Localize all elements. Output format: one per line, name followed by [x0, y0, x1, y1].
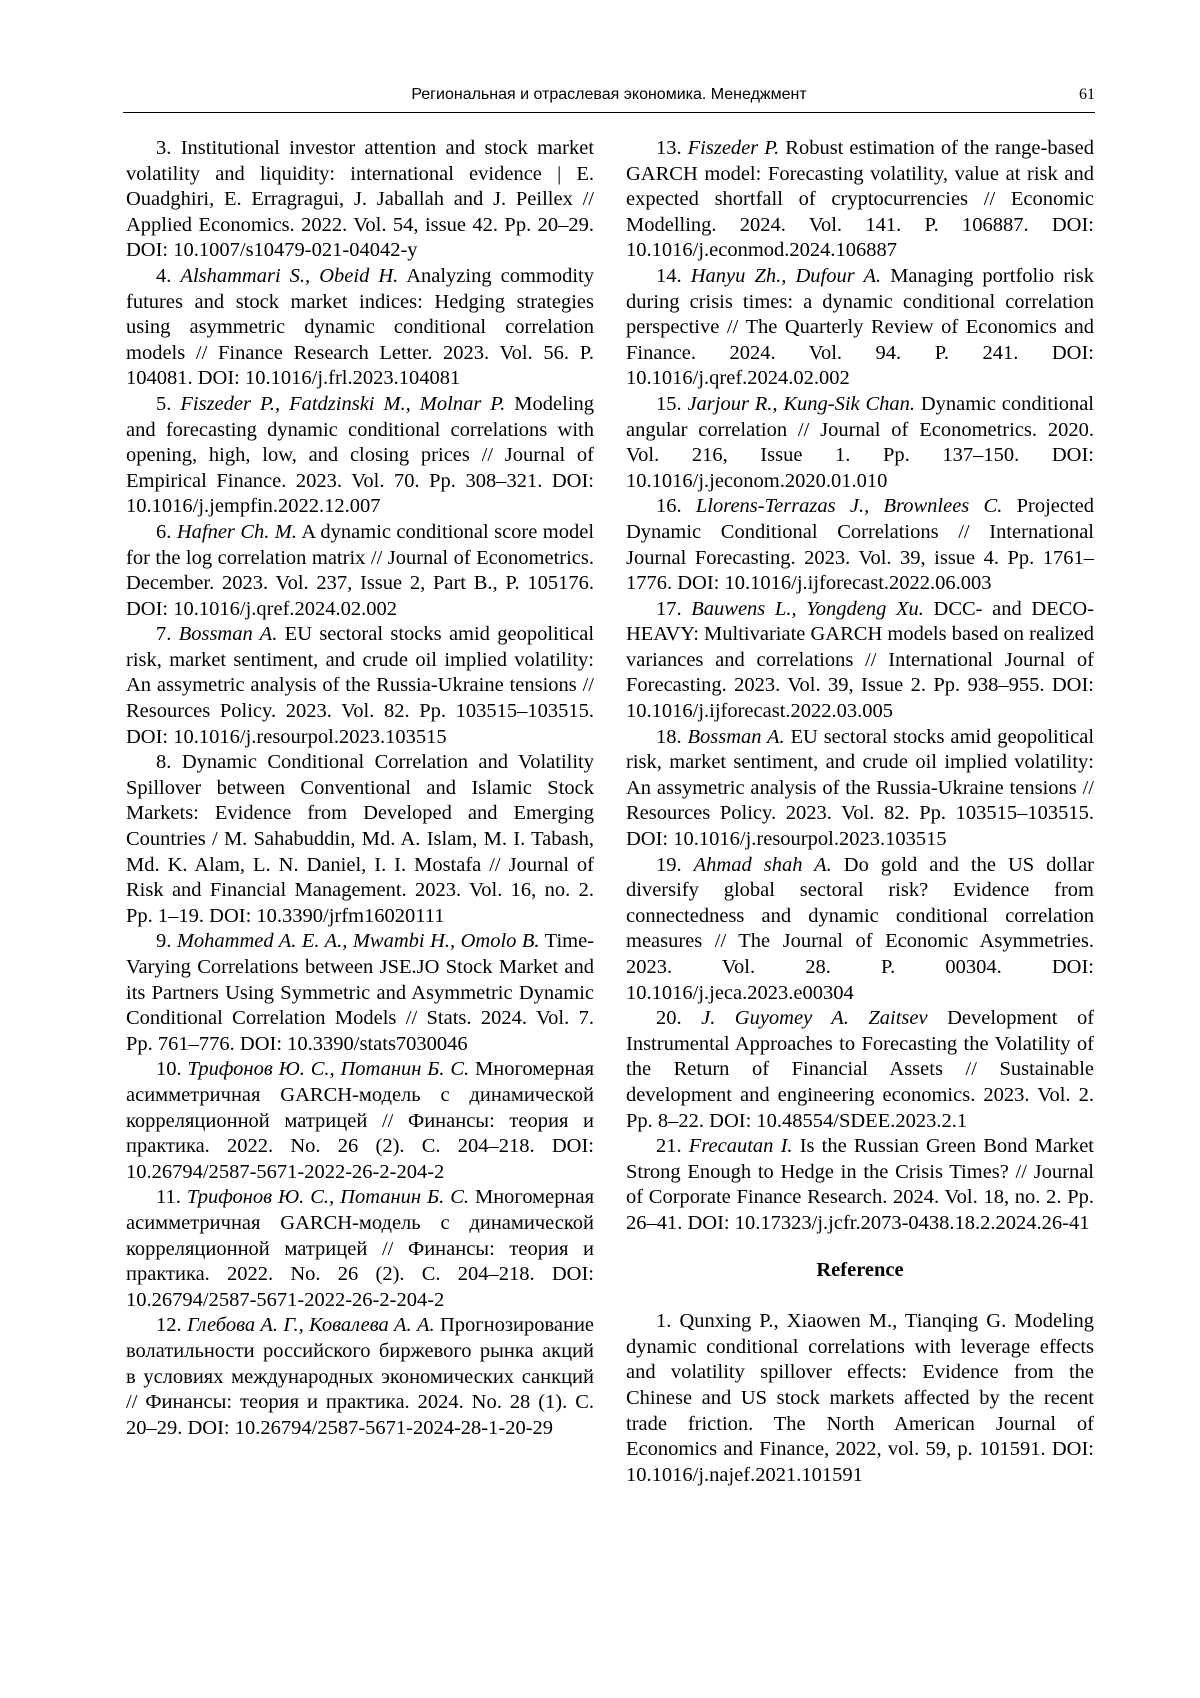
reference-text: Dynamic Conditional Correlation and Volatility Spillover between Conventional and Islamic Stock Markets: Evidence from Developed and Emerging Countries / M. Sahabuddin, Md. A. Islam, M. I. Tabash, Md. K. Alam, L. N. Daniel, I. I. Mostafa // Journal of Risk and Financial Management. 2023. Vol. 16, no. 2. Pp. 1–19. DOI: 10.3390/jrfm16020111 [126, 751, 594, 927]
running-header [123, 86, 1095, 113]
reference-section-heading: Reference [816, 1258, 904, 1281]
reference-authors: Ahmad shah A. [693, 853, 832, 876]
reference-authors: Трифонов Ю. С., Потанин Б. С. [186, 1186, 470, 1209]
reference-number: 9. [156, 930, 172, 953]
reference-item [626, 392, 1094, 494]
reference-item [626, 494, 1094, 596]
reference-authors: Hanyu Zh., Dufour A. [690, 264, 882, 287]
reference-text: Многомерная асимметричная GARCH-модель с динамической корреляционной матрицей // Финансы: теория и практика. 2022. No. 26 (2). С. 204–218. DOI: 10.26794/2587-5671-2022-26-2-204-2 [126, 1186, 594, 1311]
reference-item [626, 264, 1094, 392]
reference-number: 13. [656, 137, 682, 159]
reference-item [126, 622, 594, 750]
reference-item [126, 264, 594, 392]
reference-text: Is the Russian Green Bond Market Strong Enough to Hedge in the Crisis Times? // Journal of Corporate Finance Research. 2024. Vol. 18, no. 2. Pp. 26–41. DOI: 10.17323/j.jcfr.2073-0438.18.2.2024.26-41 [626, 1135, 1095, 1234]
reference-number: 10. [156, 1058, 182, 1081]
reference-item [626, 725, 1094, 853]
reference-number: 5. [156, 392, 172, 415]
reference-number: 12. [156, 1314, 182, 1337]
reference-number: 19. [656, 853, 682, 876]
reference-item [126, 1185, 594, 1313]
reference-authors: Hafner Ch. M. [176, 520, 297, 543]
reference-text: Dynamic conditional angular correlation // Journal of Econometrics. 2020. Vol. 216, Issue 1. Pp. 137–150. DOI: 10.1016/j.jeconom.2020.01.010 [626, 392, 1094, 492]
reference-text: EU sectoral stocks amid geopolitical risk, market sentiment, and crude oil implied volatility: An assymetric analysis of the Russia-Ukraine tensions // Resources Policy. 2023. Vol. 82. Pp. 103515–103515. DOI: 10.1016/j.resourpol.2023.103515 [126, 623, 595, 748]
reference-authors: Bossman A. [178, 623, 278, 646]
reference-text: Qunxing P., Xiaowen M., Tianqing G. Modeling dynamic conditional correlations with leverage effects and volatility spillover effects: Evidence from the Chinese and US stock markets affected by the recent trade friction. The North American Journal of Economics and Finance, 2022, vol. 59, p. 101591. DOI: 10.1016/j.najef.2021.101591 [626, 1310, 1094, 1486]
reference-authors: Fiszeder P., Fatdzinski M., Molnar P. [180, 392, 506, 415]
reference-number: 14. [656, 264, 682, 287]
reference-authors: Alshammari S., Obeid H. [180, 264, 399, 287]
reference-number: 11. [156, 1186, 181, 1209]
reference-authors: Bossman A. [687, 725, 785, 748]
reference-text: Прогнозирование волатильности российского биржевого рынка акций в условиях международных экономических санкций // Финансы: теория и практика. 2024. No. 28 (1). С. 20–29. DOI: 10.26794/2587-5671-2024-28-1-20-29 [126, 1314, 595, 1439]
reference-item [626, 597, 1094, 725]
reference-authors: Bauwens L., Yongdeng Xu. [691, 597, 924, 620]
reference-authors: Глебова А. Г., Ковалева А. А. [186, 1314, 435, 1337]
reference-text: A dynamic conditional score model for the log correlation matrix // Journal of Econometrics. December. 2023. Vol. 237, Issue 2, Part B., P. 105176. DOI: 10.1016/j.qref.2024.02.002 [126, 520, 595, 620]
reference-item [126, 1313, 594, 1441]
reference-item [626, 1309, 1094, 1488]
reference-text: Analyzing commodity futures and stock market indices: Hedging strategies using asymmetric dynamic conditional correlation models // Finance Research Letter. 2023. Vol. 56. P. 104081. DOI: 10.1016/j.frl.2023.104081 [126, 264, 594, 390]
reference-text: Development of Instrumental Approaches to Forecasting the Volatility of the Return of Financial Assets // Sustainable development and engineering economics. 2023. Vol. 2. Pp. 8–22. DOI: 10.48554/SDEE.2023.2.1 [626, 1007, 1095, 1132]
reference-text: Institutional investor attention and stock market volatility and liquidity: international evidence | E. Ouadghiri, E. Erragragui, J. Jaballah and J. Peillex // Applied Economics. 2022. Vol. 54, issue 42. Pp. 20–29. DOI: 10.1007/s10479-021-04042-y [126, 137, 595, 262]
reference-number: 16. [656, 495, 682, 518]
reference-number: 15. [656, 392, 682, 415]
reference-number: 8. [156, 751, 172, 774]
reference-item [126, 392, 594, 520]
reference-authors: Llorens-Terrazas J., Brownlees C. [695, 495, 1003, 518]
reference-text: Projected Dynamic Conditional Correlations // International Journal Forecasting. 2023. Vol. 39, issue 4. Pp. 1761–1776. DOI: 10.1016/j.ijforecast.2022.06.003 [626, 495, 1095, 595]
reference-authors: Mohammed A. E. A., Mwambi H., Omolo B. [176, 930, 540, 953]
reference-item [126, 1057, 594, 1185]
reference-text: Robust estimation of the range-based GARCH model: Forecasting volatility, value at risk and expected shortfall of cryptocurrencies // Economic Modelling. 2024. Vol. 141. P. 106887. DOI: 10.1016/j.econmod.2024.106887 [626, 137, 1094, 262]
journal-section-title: Региональная и отраслевая экономика. Менеджмент [411, 86, 807, 103]
reference-item [126, 929, 594, 1057]
reference-text: Do gold and the US dollar diversify global sectoral risk? Evidence from connectedness and dynamic conditional correlation measures // The Journal of Economic Asymmetries. 2023. Vol. 28. P. 00304. DOI: 10.1016/j.jeca.2023.e00304 [626, 853, 1094, 1004]
reference-text: Managing portfolio risk during crisis times: a dynamic conditional correlation perspective // The Quarterly Review of Economics and Finance. 2024. Vol. 94. P. 241. DOI: 10.1016/j.qref.2024.02.002 [626, 264, 1095, 390]
reference-authors: Jarjour R., Kung-Sik Chan. [687, 392, 915, 415]
reference-authors: Fiszeder P. [687, 137, 780, 159]
reference-item [126, 750, 594, 929]
reference-number: 3. [156, 137, 172, 159]
reference-text: Time-Varying Correlations between JSE.JO Stock Market and its Partners Using Symmetric and Asymmetric Dynamic Conditional Correlation Models // Stats. 2024. Vol. 7. Pp. 761–776. DOI: 10.3390/stats7030046 [126, 930, 595, 1055]
reference-text: Modeling and forecasting dynamic conditional correlations with opening, high, low, and closing prices // Journal of Empirical Finance. 2023. Vol. 70. Pp. 308–321. DOI: 10.1016/j.jempfin.2022.12.007 [126, 392, 595, 518]
reference-item [626, 136, 1094, 264]
reference-item [626, 1134, 1094, 1236]
reference-item [126, 520, 594, 622]
page-number: 61 [1079, 86, 1095, 103]
reference-text: Многомерная асимметричная GARCH-модель с динамической корреляционной матрицей // Финансы: теория и практика. 2022. No. 26 (2). С. 204–218. DOI: 10.26794/2587-5671-2022-26-2-204-2 [126, 1058, 595, 1183]
reference-number: 7. [156, 623, 172, 646]
reference-item [626, 1006, 1094, 1134]
reference-number: 4. [156, 264, 172, 287]
right-column [626, 136, 1094, 1488]
reference-authors: J. Guyomey A. Zaitsev [701, 1007, 928, 1030]
reference-text: DCC- and DECO-HEAVY: Multivariate GARCH models based on realized variances and correlations // International Journal of Forecasting. 2023. Vol. 39, Issue 2. Pp. 938–955. DOI: 10.1016/j.ijforecast.2022.03.005 [626, 597, 1095, 723]
reference-text: EU sectoral stocks amid geopolitical risk, market sentiment, and crude oil implied volatility: An assymetric analysis of the Russia-Ukraine tensions // Resources Policy. 2023. Vol. 82. Pp. 103515–103515. DOI: 10.1016/j.resourpol.2023.103515 [626, 725, 1095, 851]
reference-number: 6. [156, 520, 172, 543]
reference-number: 18. [656, 725, 682, 748]
reference-item [126, 136, 594, 264]
left-column [126, 136, 594, 1441]
reference-number: 17. [656, 597, 682, 620]
reference-number: 20. [656, 1007, 682, 1030]
reference-item [626, 853, 1094, 1007]
reference-authors: Трифонов Ю. С., Потанин Б. С. [187, 1058, 470, 1081]
reference-authors: Frecautan I. [688, 1135, 793, 1158]
reference-number: 1. [656, 1310, 672, 1333]
reference-number: 21. [656, 1135, 682, 1158]
